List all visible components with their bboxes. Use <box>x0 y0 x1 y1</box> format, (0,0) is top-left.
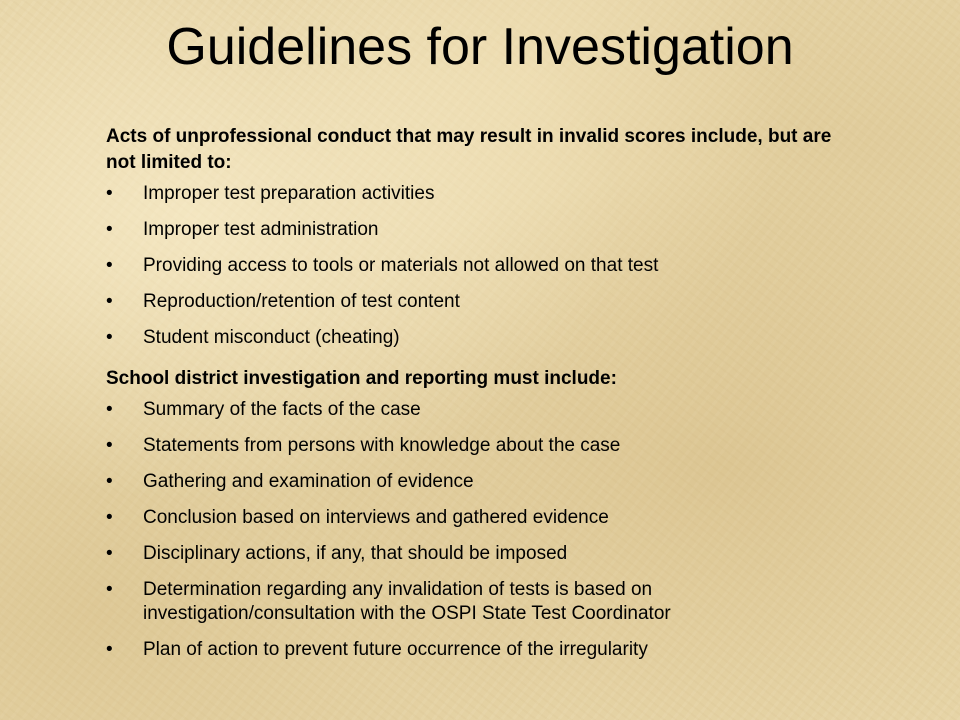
section-heading-unprofessional-conduct: Acts of unprofessional conduct that may result in invalid scores include, but are not limited to: <box>106 126 832 173</box>
list-item-text: Plan of action to prevent future occurrence of the irregularity <box>143 639 648 660</box>
bullet-icon: • <box>106 183 113 204</box>
list-item <box>106 506 866 530</box>
bullet-icon: • <box>106 543 113 564</box>
slide-content <box>106 124 866 662</box>
list-item-text: Conclusion based on interviews and gathered evidence <box>143 507 609 528</box>
list-item <box>106 254 866 278</box>
bullet-icon: • <box>106 639 113 660</box>
list-item <box>106 542 866 566</box>
list-item <box>106 470 866 494</box>
bullet-icon: • <box>106 399 113 420</box>
section-heading-investigation-reporting: School district investigation and reporting must include: <box>106 368 617 389</box>
bullet-icon: • <box>106 507 113 528</box>
bullet-icon: • <box>106 327 113 348</box>
list-item-text: Improper test preparation activities <box>143 183 435 204</box>
bullet-icon: • <box>106 291 113 312</box>
bullet-icon: • <box>106 435 113 456</box>
list-item-text: Statements from persons with knowledge about the case <box>143 435 621 456</box>
list-item <box>106 218 866 242</box>
bullet-icon: • <box>106 219 113 240</box>
list-item <box>106 182 866 206</box>
list-item <box>106 434 866 458</box>
list-item <box>106 398 866 422</box>
unprofessional-conduct-list <box>106 182 866 350</box>
bullet-icon: • <box>106 255 113 276</box>
list-item <box>106 638 866 662</box>
list-item-text: Reproduction/retention of test content <box>143 291 460 312</box>
list-item <box>106 578 866 626</box>
list-item-text: Student misconduct (cheating) <box>143 327 400 348</box>
list-item-text: Determination regarding any invalidation of tests is based on investigation/consultation with the OSPI State Test Coordinator <box>143 579 671 624</box>
slide-title: Guidelines for Investigation <box>166 18 794 76</box>
list-item-text: Improper test administration <box>143 219 379 240</box>
list-item-text: Disciplinary actions, if any, that should be imposed <box>143 543 568 564</box>
list-item-text: Gathering and examination of evidence <box>143 471 474 492</box>
investigation-reporting-list <box>106 398 866 662</box>
list-item-text: Summary of the facts of the case <box>143 399 421 420</box>
bullet-icon: • <box>106 579 113 600</box>
bullet-icon: • <box>106 471 113 492</box>
list-item <box>106 290 866 314</box>
list-item-text: Providing access to tools or materials not allowed on that test <box>143 255 659 276</box>
list-item <box>106 326 866 350</box>
